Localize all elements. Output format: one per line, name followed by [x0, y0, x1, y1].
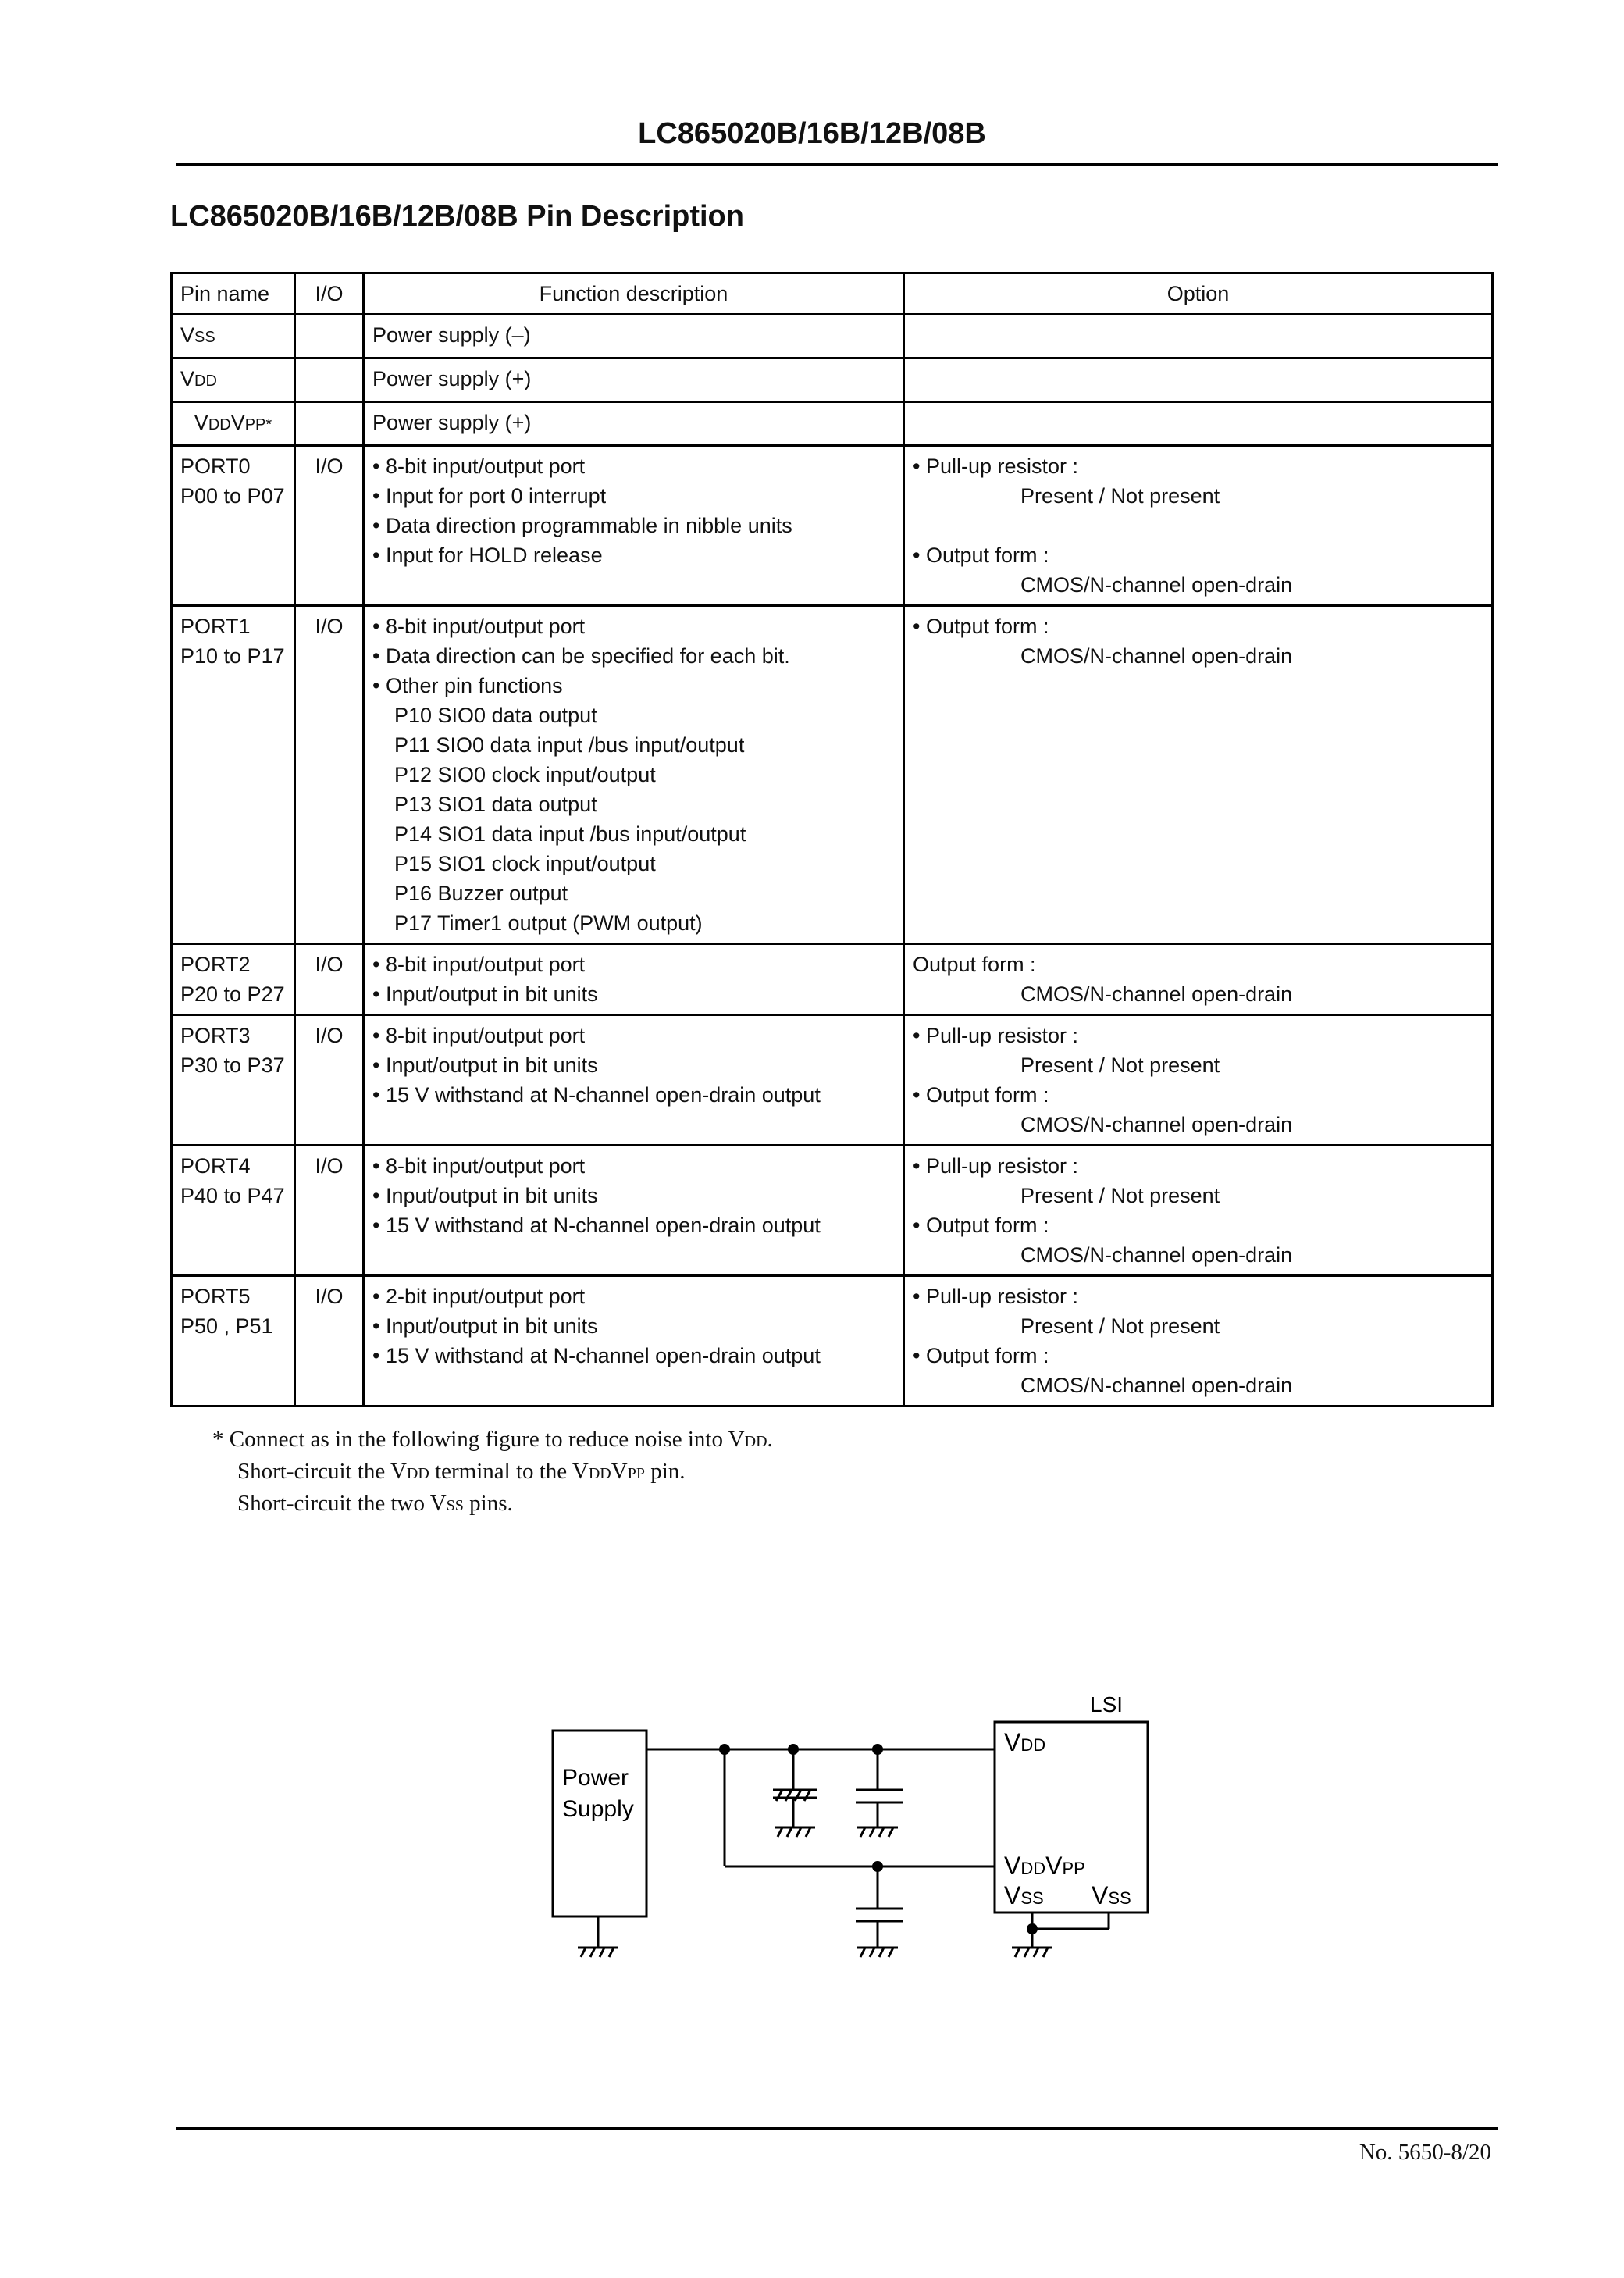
junction-dot	[872, 1744, 883, 1755]
junction-dot	[719, 1744, 730, 1755]
option-line: • Pull-up resistor :	[913, 1285, 1079, 1308]
ground-icon	[578, 1948, 618, 1957]
column-header-function: Function description	[364, 273, 904, 315]
function-line: • 8-bit input/output port	[372, 1024, 586, 1047]
function-line: • 15 V withstand at N-channel open-drain output	[372, 1344, 821, 1367]
junction-dot	[1027, 1923, 1038, 1934]
function-line: P13 SIO1 data output	[394, 793, 597, 816]
pin-label-vddvpp: VDDVPP	[1004, 1852, 1085, 1880]
function-line: P17 Timer1 output (PWM output)	[394, 911, 703, 935]
option-line: • Output form :	[913, 615, 1049, 638]
page-header-title: LC865020B/16B/12B/08B	[638, 117, 986, 150]
option-line: CMOS/N-channel open-drain	[1020, 1243, 1293, 1267]
io-cell: I/O	[295, 606, 364, 944]
pin-label-vss-2: VSS	[1092, 1881, 1131, 1909]
option-line: Output form :	[913, 953, 1036, 976]
function-line: • 15 V withstand at N-channel open-drain output	[372, 1214, 821, 1237]
option-line: CMOS/N-channel open-drain	[1020, 1374, 1293, 1397]
junction-dot	[788, 1744, 799, 1755]
footnote-line-1: * Connect as in the following figure to reduce noise into VDD.	[212, 1427, 773, 1452]
pin-name-line: P50 , P51	[180, 1314, 273, 1338]
io-cell: I/O	[295, 1276, 364, 1406]
option-line: • Output form :	[913, 1083, 1049, 1107]
pin-name-line: P10 to P17	[180, 644, 285, 668]
function-line: • Input for port 0 interrupt	[372, 484, 607, 508]
function-line: • 15 V withstand at N-channel open-drain output	[372, 1083, 821, 1107]
option-line: CMOS/N-channel open-drain	[1020, 573, 1293, 597]
option-line: Present / Not present	[1020, 1053, 1220, 1077]
function-line: • Input/output in bit units	[372, 982, 598, 1006]
ground-icon	[857, 1948, 898, 1957]
column-header-pin-name: Pin name	[172, 273, 295, 315]
pin-name-line: P40 to P47	[180, 1184, 285, 1207]
option-line: CMOS/N-channel open-drain	[1020, 644, 1293, 668]
footnote-line-3: Short-circuit the two VSS pins.	[237, 1491, 513, 1516]
option-line: • Output form :	[913, 1214, 1049, 1237]
ground-icon	[857, 1827, 898, 1837]
section-title: LC865020B/16B/12B/08B Pin Description	[170, 200, 744, 233]
pin-name-line: PORT0	[180, 455, 251, 478]
power-supply-box	[553, 1731, 646, 1916]
pin-name-cell: VDD	[172, 358, 295, 402]
function-line: • 2-bit input/output port	[372, 1285, 586, 1308]
column-header-option: Option	[904, 273, 1493, 315]
footer-rule	[176, 2127, 1498, 2130]
io-cell: I/O	[295, 1015, 364, 1146]
pin-name-cell: VSS	[172, 315, 295, 358]
function-line: • 8-bit input/output port	[372, 953, 586, 976]
power-label-line2: Supply	[562, 1796, 634, 1822]
pin-label-vdd: VDD	[1004, 1728, 1046, 1756]
option-line: • Pull-up resistor :	[913, 455, 1079, 478]
option-line: • Output form :	[913, 544, 1049, 567]
option-line: Present / Not present	[1020, 1184, 1220, 1207]
function-cell: Power supply (–)	[364, 315, 904, 358]
io-cell: I/O	[295, 944, 364, 1015]
function-line: • 8-bit input/output port	[372, 455, 586, 478]
function-cell: Power supply (+)	[364, 402, 904, 446]
function-cell: Power supply (+)	[364, 358, 904, 402]
page-number: No. 5650-8/20	[1359, 2140, 1491, 2165]
function-line: P11 SIO0 data input /bus input/output	[394, 733, 745, 757]
function-line: • Input/output in bit units	[372, 1184, 598, 1207]
pin-label-vss-1: VSS	[1004, 1881, 1044, 1909]
function-line: P10 SIO0 data output	[394, 704, 597, 727]
option-line: CMOS/N-channel open-drain	[1020, 1113, 1293, 1136]
function-line: P16 Buzzer output	[394, 882, 568, 905]
function-line: • Input/output in bit units	[372, 1314, 598, 1338]
function-line: • Data direction can be specified for each bit.	[372, 644, 790, 668]
option-line: • Pull-up resistor :	[913, 1024, 1079, 1047]
junction-dot	[872, 1861, 883, 1872]
pin-name-line: PORT5	[180, 1285, 251, 1308]
option-line: CMOS/N-channel open-drain	[1020, 982, 1293, 1006]
option-line: Present / Not present	[1020, 484, 1220, 508]
io-cell: I/O	[295, 1146, 364, 1276]
pin-name-line: P00 to P07	[180, 484, 285, 508]
footnote-line-2: Short-circuit the VDD terminal to the VDDVPP pin.	[237, 1459, 686, 1484]
pin-name-line: PORT2	[180, 953, 251, 976]
option-line: Present / Not present	[1020, 1314, 1220, 1338]
function-line: • Input/output in bit units	[372, 1053, 598, 1077]
pin-name-line: PORT3	[180, 1024, 251, 1047]
pin-name-line: P30 to P37	[180, 1053, 285, 1077]
power-label-line1: Power	[562, 1765, 629, 1791]
function-line: • 8-bit input/output port	[372, 1154, 586, 1178]
function-line: • 8-bit input/output port	[372, 615, 586, 638]
ground-symbols	[578, 1827, 1052, 1957]
function-line: P12 SIO0 clock input/output	[394, 763, 656, 786]
function-line: • Data direction programmable in nibble units	[372, 514, 792, 537]
io-cell: I/O	[295, 446, 364, 606]
ground-icon	[775, 1827, 815, 1837]
pin-name-line: PORT4	[180, 1154, 251, 1178]
column-header-io: I/O	[295, 273, 364, 315]
lsi-label: LSI	[1090, 1692, 1124, 1717]
pin-name-line: PORT1	[180, 615, 251, 638]
pin-name-line: P20 to P27	[180, 982, 285, 1006]
option-line: • Output form :	[913, 1344, 1049, 1367]
function-line: P15 SIO1 clock input/output	[394, 852, 656, 875]
option-line: • Pull-up resistor :	[913, 1154, 1079, 1178]
ground-icon	[1012, 1948, 1052, 1957]
function-line: P14 SIO1 data input /bus input/output	[394, 822, 746, 846]
pin-name-cell: VDDVPP*	[172, 402, 295, 446]
function-line: • Other pin functions	[372, 674, 563, 697]
function-line: • Input for HOLD release	[372, 544, 603, 567]
